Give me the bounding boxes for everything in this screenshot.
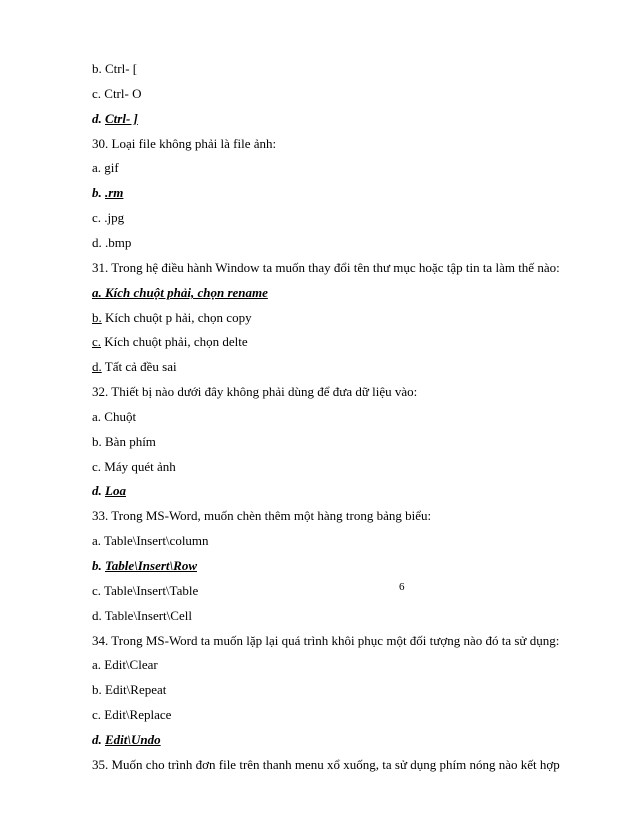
answer-option xyxy=(92,210,124,226)
correct-answer xyxy=(92,285,268,301)
stray-mark: 6 xyxy=(399,581,405,593)
option-letter: d. xyxy=(92,732,102,747)
line-text: b. Bàn phím xyxy=(92,434,156,449)
line-text: 30. Loại file không phải là file ảnh: xyxy=(92,136,277,151)
line-text: a. Table\Insert\column xyxy=(92,533,209,548)
option-letter: d. xyxy=(92,111,102,126)
line-text: c. Table\Insert\Table xyxy=(92,583,199,598)
line-text: d. Table\Insert\Cell xyxy=(92,608,192,623)
question-text xyxy=(92,633,559,649)
question-text xyxy=(92,508,431,524)
option-letter: b. xyxy=(92,558,102,573)
answer-option xyxy=(92,657,158,673)
option-text: Ctrl- ] xyxy=(105,111,138,126)
line-text: b. Edit\Repeat xyxy=(92,682,167,697)
answer-option xyxy=(92,310,252,326)
option-text: Table\Insert\Row xyxy=(105,558,197,573)
answer-option xyxy=(92,160,119,176)
option-text: Edit\Undo xyxy=(105,732,161,747)
option-text: .rm xyxy=(105,185,124,200)
option-letter: c. xyxy=(92,334,102,349)
answer-option xyxy=(92,434,156,450)
option-letter: d. xyxy=(92,483,102,498)
line-text: 33. Trong MS-Word, muốn chèn thêm một hàng trong bảng biểu: xyxy=(92,508,432,523)
answer-option xyxy=(92,334,248,350)
line-text: 32. Thiết bị nào dưới đây không phải dùng để đưa dữ liệu vào: xyxy=(92,384,418,399)
line-text: d. .bmp xyxy=(92,235,132,250)
answer-option xyxy=(92,86,141,102)
correct-answer xyxy=(92,111,138,127)
line-text: c. Edit\Replace xyxy=(92,707,172,722)
answer-option xyxy=(92,608,192,624)
line-text: a. gif xyxy=(92,160,119,175)
answer-option xyxy=(92,459,176,475)
answer-option xyxy=(92,235,131,251)
line-text: b. Ctrl- [ xyxy=(92,61,138,76)
option-letter: b. xyxy=(92,310,102,325)
option-text: Tất cả đều sai xyxy=(104,359,177,374)
line-text: c. Máy quét ảnh xyxy=(92,459,176,474)
option-letter: d. xyxy=(92,359,102,374)
answer-option xyxy=(92,359,177,375)
question-text xyxy=(92,136,276,152)
question-text xyxy=(92,260,560,276)
answer-option xyxy=(92,583,198,599)
line-text: c. Ctrl- O xyxy=(92,86,142,101)
line-text: a. Edit\Clear xyxy=(92,657,158,672)
answer-option xyxy=(92,682,166,698)
option-text: Loa xyxy=(105,483,126,498)
correct-answer xyxy=(92,185,123,201)
correct-answer xyxy=(92,558,197,574)
option-letter: b. xyxy=(92,185,102,200)
line-text: c. .jpg xyxy=(92,210,125,225)
answer-option xyxy=(92,61,137,77)
line-text: a. Chuột xyxy=(92,409,137,424)
question-text xyxy=(92,384,417,400)
option-text: Kích chuột phải, chọn delte xyxy=(104,334,248,349)
line-text: 34. Trong MS-Word ta muốn lặp lại quá trình khôi phục một đối tượng nào đó ta sử dụng: xyxy=(92,633,560,648)
option-text: Kích chuột p hải, chọn copy xyxy=(105,310,252,325)
answer-option xyxy=(92,707,171,723)
correct-answer xyxy=(92,483,126,499)
answer-option xyxy=(92,533,209,549)
line-text: 35. Muốn cho trình đơn file trên thanh menu xổ xuống, ta sử dụng phím nóng nào kết hợp xyxy=(92,757,560,772)
correct-answer xyxy=(92,732,161,748)
question-text xyxy=(92,757,560,773)
answer-option xyxy=(92,409,136,425)
line-text: 31. Trong hệ điều hành Window ta muốn thay đổi tên thư mục hoặc tập tin ta làm thế nào: xyxy=(92,260,560,275)
line-text: a. Kích chuột phải, chọn rename xyxy=(92,285,268,300)
